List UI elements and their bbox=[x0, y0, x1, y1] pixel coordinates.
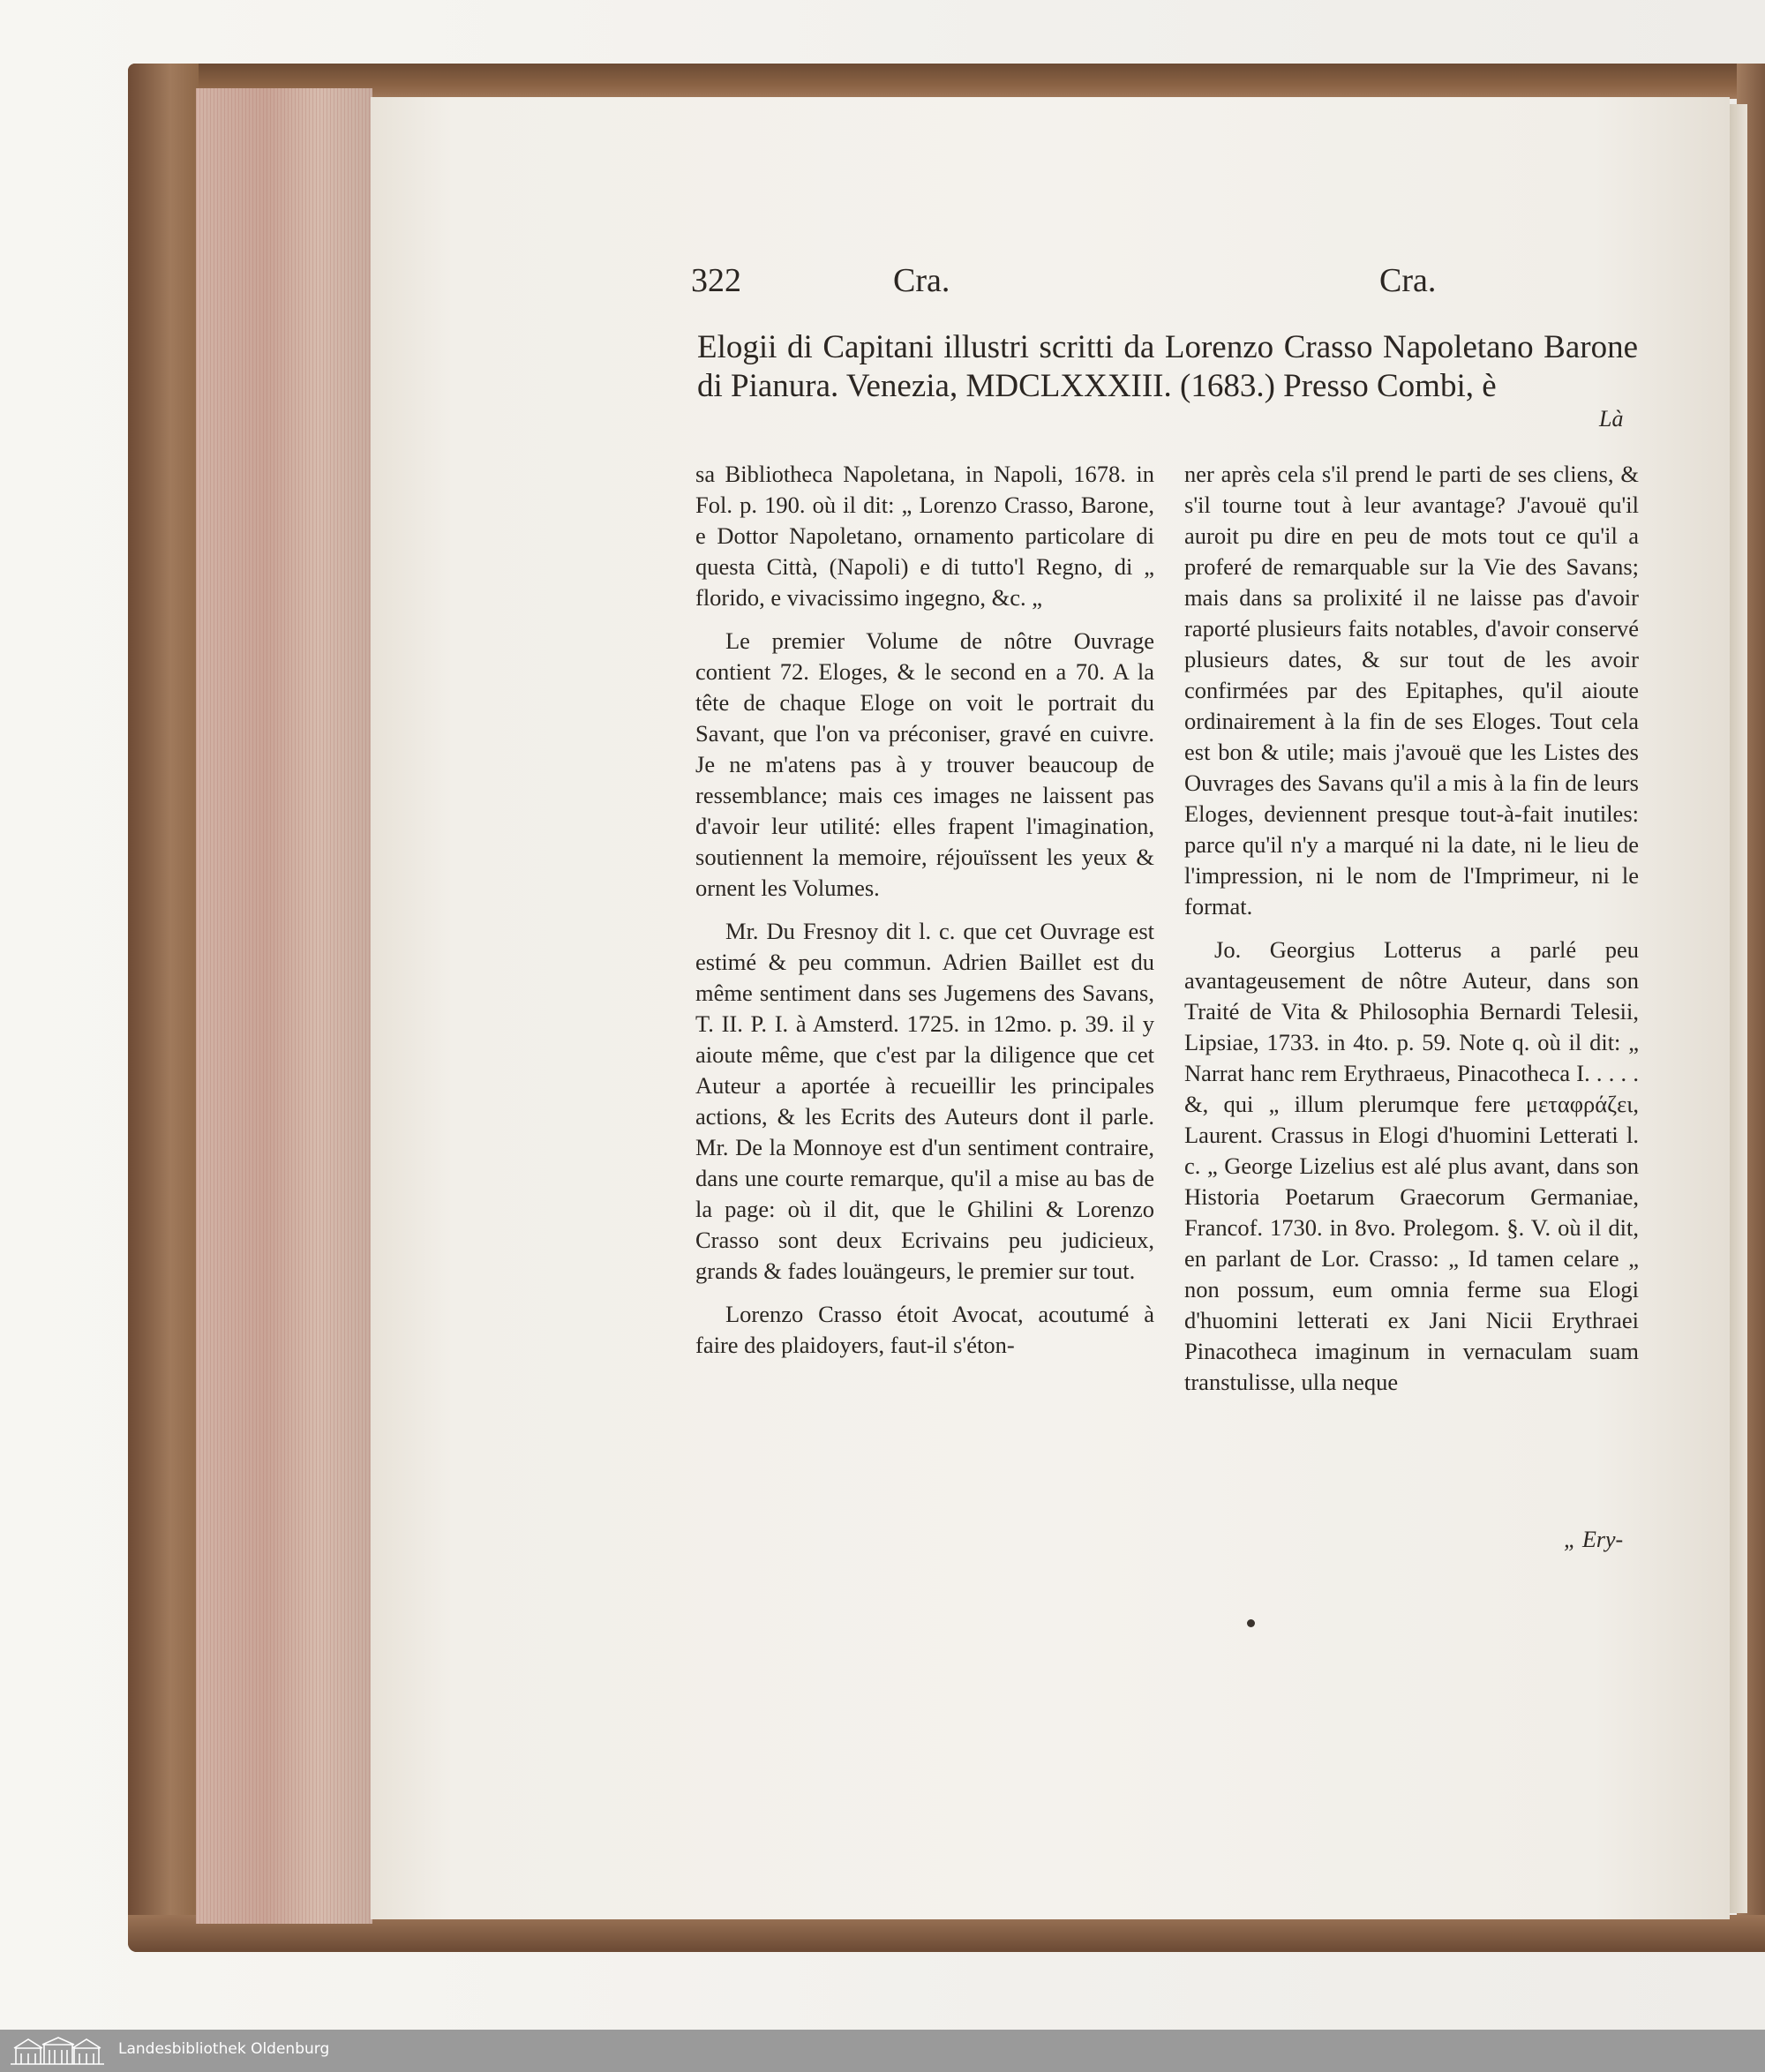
page-number: 322 bbox=[691, 262, 741, 299]
paragraph: Lorenzo Crasso étoit Avocat, acoutumé à faire des plaidoyers, faut-il s'éton- bbox=[695, 1301, 1154, 1358]
paragraph: sa Bibliotheca Napoletana, in Napoli, 1678. in Fol. p. 190. où il dit: „ Lorenzo Crasso, Barone, e Dottor Napoletano, ornamento particolare di questa Città, (Napoli) e di tutto'l Regno, di „ florido, e vivacissimo ingegno, &c. „ bbox=[695, 461, 1154, 611]
entry-title: Elogii di Capitani illustri scritti da Lorenzo Crasso Napoletano Barone di Pianura. Venezia, MDCLXXXIII. (1683.) Presso Combi, è bbox=[697, 329, 1638, 404]
footer-bar bbox=[0, 2030, 1765, 2072]
paragraph: Le premier Volume de nôtre Ouvrage contient 72. Eloges, & le second en a 70. A la tête de chaque Eloge on voit le portrait du Savant, que l'on va préconiser, gravé en cuivre. Je ne m'atens pas à y trouver beaucoup de ressemblance; mais ces images ne laissent pas d'avoir leur utilité: elles frapent l'imagination, soutiennent la memoire, réjouïssent les yeux & ornent les Volumes. bbox=[695, 627, 1154, 901]
facing-page-edge bbox=[1728, 104, 1747, 1913]
page-edges bbox=[196, 88, 372, 1924]
catchword-bottom: „ Ery- bbox=[1564, 1527, 1624, 1552]
book-cover-top bbox=[128, 64, 1765, 99]
book-cover-left bbox=[128, 64, 199, 1952]
book-cover-bottom bbox=[128, 1915, 1765, 1952]
ink-dot bbox=[1247, 1619, 1255, 1627]
running-head-left: Cra. bbox=[893, 262, 950, 299]
paragraph: Mr. Du Fresnoy dit l. c. que cet Ouvrage est estimé & peu commun. Adrien Baillet est du même sentiment dans ses Jugemens des Savans, T. II. P. I. à Amsterd. 1725. in 12mo. p. 39. il y aioute même, que c'est par la diligence que cet Auteur a aportée à recueillir les principales actions, & les Ecrits des Auteurs dont il parle. Mr. De la Monnoye est d'un sentiment contraire, dans une courte remarque, qu'il a mise au bas de la page: où il dit, que le Ghilini & Lorenzo Crasso sont deux Ecrivains peu judicieux, grands & fades louängeurs, le premier sur tout. bbox=[695, 918, 1154, 1284]
right-column bbox=[1184, 459, 1639, 1398]
library-name: Landesbibliothek Oldenburg bbox=[118, 2040, 330, 2058]
left-column bbox=[695, 459, 1154, 1361]
catchword-top: Là bbox=[1599, 406, 1624, 432]
paragraph: ner après cela s'il prend le parti de ses cliens, & s'il tourne tout à leur avantage? J'avouë qu'il auroit pu dire en peu de mots tout ce qu'il a proferé de remarquable sur la Vie des Savans; mais dans sa prolixité il ne laisse pas d'avoir raporté plusieurs faits notables, d'avoir conservé plusieurs dates, & sur tout de les avoir confirmées par des Epitaphes, qu'il aioute ordinairement à la fin de ses Eloges. Tout cela est bon & utile; mais j'avouë que les Listes des Ouvrages des Savans qu'il a mis à la fin de leurs Eloges, deviennent presque tout-à-fait inutiles: parce qu'il n'y a marqué ni la date, ni le lieu de l'impression, ni le nom de l'Imprimeur, ni le format. bbox=[1184, 461, 1639, 920]
running-head-right: Cra. bbox=[1379, 262, 1437, 299]
paragraph: Jo. Georgius Lotterus a parlé peu avantageusement de nôtre Auteur, dans son Traité de Vita & Philosophia Bernardi Telesii, Lipsiae, 1733. in 4to. p. 59. Note q. où il dit: „ Narrat hanc rem Erythraeus, Pinacotheca I. . . . . &, qui „ illum plerumque fere μεταφράζει, Laurent. Crassus in Elogi d'huomini Letterati l. c. „ George Lizelius est alé plus avant, dans son Historia Poetarum Graecorum Germaniae, Francof. 1730. in 8vo. Prolegom. §. V. où il dit, en parlant de Lor. Crasso: „ Id tamen celare „ non possum, eum omnia ferme sua Elogi d'huomini letterati ex Jani Nicii Erythraei Pinacotheca imaginum in vernaculam suam transtulisse, ulla neque bbox=[1184, 936, 1639, 1395]
library-building-logo bbox=[9, 2036, 106, 2066]
